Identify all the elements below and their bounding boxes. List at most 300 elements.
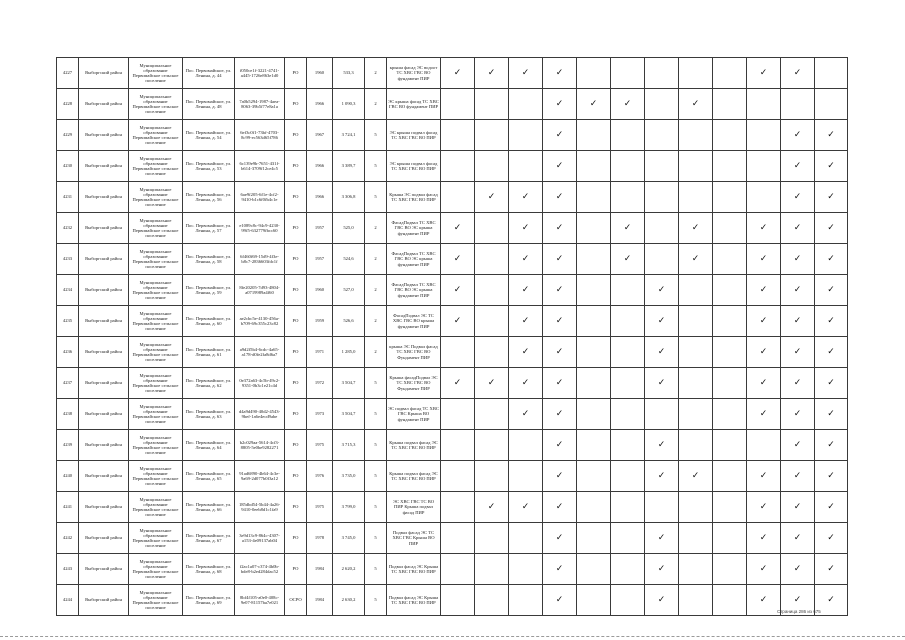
checkmark-icon: ✓ bbox=[759, 222, 768, 233]
checkmark-icon: ✓ bbox=[827, 594, 835, 605]
cell-house-guid: a9d2f5b4-6cdc-4a65-a178-d0fe2fa8d6a7 bbox=[235, 337, 285, 368]
table-row bbox=[57, 213, 848, 244]
cell-house-guid: 6c139e9b-7651-431f-b614-3709f12ce4c5 bbox=[235, 151, 285, 182]
cell-work-flag-7 bbox=[645, 492, 679, 523]
checkmark-icon: ✓ bbox=[555, 470, 564, 481]
checkmark-icon: ✓ bbox=[521, 501, 530, 512]
cell-work-flag-12 bbox=[815, 337, 848, 368]
cell-floors: 2 bbox=[365, 337, 387, 368]
cell-build-year: 1975 bbox=[307, 492, 333, 523]
cell-district: Выборгский район bbox=[79, 151, 129, 182]
checkmark-icon: ✓ bbox=[521, 67, 530, 78]
cell-works-list: Крыша фасадПодвал ЭС ТС ХВС ГВС ВО Фундамент ПИР bbox=[387, 368, 441, 399]
cell-house-guid: 8bf4f105-a0e0-408c-9e07-81157ba7e021 bbox=[235, 585, 285, 616]
checkmark-icon: ✓ bbox=[759, 470, 768, 481]
cell-work-flag-10 bbox=[747, 554, 781, 585]
checkmark-icon: ✓ bbox=[555, 408, 564, 419]
checkmark-icon: ✓ bbox=[691, 470, 700, 481]
table-row bbox=[57, 89, 848, 120]
cell-area-value: 3 504,7 bbox=[333, 399, 365, 430]
cell-record-type: РО bbox=[285, 399, 307, 430]
cell-work-flag-6 bbox=[611, 523, 645, 554]
cell-work-flag-10 bbox=[747, 368, 781, 399]
cell-record-type: РО bbox=[285, 151, 307, 182]
cell-owner: Муниципальное образование Первомайское сельское поселение bbox=[129, 492, 183, 523]
checkmark-icon: ✓ bbox=[827, 501, 835, 512]
cell-work-flag-9 bbox=[713, 275, 747, 306]
checkmark-icon: ✓ bbox=[521, 284, 530, 295]
cell-work-flag-9 bbox=[713, 151, 747, 182]
cell-work-flag-8 bbox=[679, 554, 713, 585]
cell-works-list: Подвал фасад ЭС Крыша ТС ХВС ГВС ВО ПИР bbox=[387, 554, 441, 585]
cell-work-flag-9 bbox=[713, 430, 747, 461]
cell-work-flag-1 bbox=[441, 585, 475, 616]
cell-work-flag-8 bbox=[679, 337, 713, 368]
checkmark-icon: ✓ bbox=[759, 346, 768, 357]
cell-address: Пос. Первомайское, ул. Ленина, д. 69 bbox=[183, 585, 235, 616]
checkmark-icon: ✓ bbox=[759, 501, 768, 512]
cell-record-type: РО bbox=[285, 523, 307, 554]
cell-work-flag-3 bbox=[509, 368, 543, 399]
cell-work-flag-11 bbox=[781, 430, 815, 461]
cell-work-flag-3 bbox=[509, 306, 543, 337]
cell-work-flag-11 bbox=[781, 244, 815, 275]
cell-work-flag-5 bbox=[577, 492, 611, 523]
checkmark-icon: ✓ bbox=[827, 160, 835, 171]
cell-area-value: 1 285,0 bbox=[333, 337, 365, 368]
cell-row-id: 4239 bbox=[57, 430, 79, 461]
cell-record-type: РО bbox=[285, 58, 307, 89]
cell-work-flag-2 bbox=[475, 585, 509, 616]
cell-house-guid: 6ae9f205-6f1e-4cf2-9410-b1c6f0fb4c1e bbox=[235, 182, 285, 213]
cell-address: Пос. Первомайское, ул. Ленина, д. 62 bbox=[183, 368, 235, 399]
cell-work-flag-2 bbox=[475, 337, 509, 368]
cell-area-value: 3 504,7 bbox=[333, 368, 365, 399]
cell-works-list: Крыша ЭС подвал фасад ТС ХВС ГВС ВО ПИР bbox=[387, 182, 441, 213]
cell-area-value: 3 306,8 bbox=[333, 182, 365, 213]
cell-work-flag-3 bbox=[509, 151, 543, 182]
cell-work-flag-1 bbox=[441, 461, 475, 492]
cell-row-id: 4231 bbox=[57, 182, 79, 213]
checkmark-icon: ✓ bbox=[555, 67, 564, 78]
cell-work-flag-8 bbox=[679, 306, 713, 337]
checkmark-icon: ✓ bbox=[521, 408, 530, 419]
cell-build-year: 1957 bbox=[307, 244, 333, 275]
cell-row-id: 4233 bbox=[57, 244, 79, 275]
cell-work-flag-5 bbox=[577, 244, 611, 275]
cell-build-year: 1984 bbox=[307, 585, 333, 616]
checkmark-icon: ✓ bbox=[555, 346, 564, 357]
checkmark-icon: ✓ bbox=[793, 222, 802, 233]
checkmark-icon: ✓ bbox=[555, 532, 564, 543]
cell-work-flag-1 bbox=[441, 492, 475, 523]
cell-district: Выборгский район bbox=[79, 368, 129, 399]
cell-work-flag-12 bbox=[815, 461, 848, 492]
cell-works-list: ФасадПодвал ЭС ТС ХВС ГВС ВО крыша фундамент ПИР bbox=[387, 306, 441, 337]
cell-house-guid: d4a9d490-40d2-4543-9bef-1a6e4ecd9abe bbox=[235, 399, 285, 430]
table-row bbox=[57, 430, 848, 461]
cell-work-flag-11 bbox=[781, 523, 815, 554]
checkmark-icon: ✓ bbox=[827, 315, 835, 326]
table-row bbox=[57, 58, 848, 89]
housing-register-table bbox=[56, 57, 848, 616]
cell-area-value: 2 630,2 bbox=[333, 585, 365, 616]
cell-work-flag-6 bbox=[611, 461, 645, 492]
cell-work-flag-12 bbox=[815, 151, 848, 182]
cell-work-flag-7 bbox=[645, 368, 679, 399]
cell-work-flag-4 bbox=[543, 120, 577, 151]
cell-work-flag-9 bbox=[713, 89, 747, 120]
checkmark-icon: ✓ bbox=[691, 253, 700, 264]
cell-work-flag-10 bbox=[747, 275, 781, 306]
cell-district: Выборгский район bbox=[79, 244, 129, 275]
cell-row-id: 4229 bbox=[57, 120, 79, 151]
cell-work-flag-3 bbox=[509, 554, 543, 585]
checkmark-icon: ✓ bbox=[827, 439, 835, 450]
cell-work-flag-3 bbox=[509, 430, 543, 461]
cell-record-type: РО bbox=[285, 306, 307, 337]
table-row bbox=[57, 368, 848, 399]
cell-owner: Муниципальное образование Первомайское сельское поселение bbox=[129, 275, 183, 306]
checkmark-icon: ✓ bbox=[555, 315, 564, 326]
cell-work-flag-7 bbox=[645, 120, 679, 151]
cell-address: Пос. Первомайское, ул. Ленина, д. 57 bbox=[183, 213, 235, 244]
cell-work-flag-6 bbox=[611, 275, 645, 306]
checkmark-icon: ✓ bbox=[827, 253, 835, 264]
cell-work-flag-11 bbox=[781, 306, 815, 337]
cell-house-guid: 7a0b5294-1987-4aea-8063-39b5f77e8a1a bbox=[235, 89, 285, 120]
cell-work-flag-8 bbox=[679, 368, 713, 399]
cell-area-value: 2 620,2 bbox=[333, 554, 365, 585]
table-row bbox=[57, 275, 848, 306]
cell-work-flag-5 bbox=[577, 213, 611, 244]
bottom-divider bbox=[0, 636, 905, 637]
checkmark-icon: ✓ bbox=[691, 98, 700, 109]
cell-district: Выборгский район bbox=[79, 275, 129, 306]
cell-work-flag-10 bbox=[747, 585, 781, 616]
cell-work-flag-2 bbox=[475, 89, 509, 120]
cell-build-year: 1971 bbox=[307, 337, 333, 368]
cell-row-id: 4241 bbox=[57, 492, 79, 523]
cell-work-flag-1 bbox=[441, 182, 475, 213]
cell-work-flag-5 bbox=[577, 120, 611, 151]
cell-work-flag-3 bbox=[509, 461, 543, 492]
cell-work-flag-9 bbox=[713, 585, 747, 616]
checkmark-icon: ✓ bbox=[555, 191, 564, 202]
cell-district: Выборгский район bbox=[79, 430, 129, 461]
checkmark-icon: ✓ bbox=[657, 563, 666, 574]
checkmark-icon: ✓ bbox=[487, 67, 496, 78]
cell-work-flag-8 bbox=[679, 58, 713, 89]
checkmark-icon: ✓ bbox=[657, 532, 666, 543]
checkmark-icon: ✓ bbox=[453, 377, 462, 388]
checkmark-icon: ✓ bbox=[521, 315, 530, 326]
cell-row-id: 4243 bbox=[57, 554, 79, 585]
cell-district: Выборгский район bbox=[79, 399, 129, 430]
checkmark-icon: ✓ bbox=[793, 470, 802, 481]
cell-work-flag-4 bbox=[543, 399, 577, 430]
checkmark-icon: ✓ bbox=[827, 470, 835, 481]
cell-work-flag-1 bbox=[441, 120, 475, 151]
cell-work-flag-11 bbox=[781, 399, 815, 430]
cell-work-flag-6 bbox=[611, 430, 645, 461]
cell-district: Выборгский район bbox=[79, 182, 129, 213]
cell-work-flag-6 bbox=[611, 554, 645, 585]
checkmark-icon: ✓ bbox=[555, 439, 564, 450]
cell-work-flag-5 bbox=[577, 554, 611, 585]
cell-work-flag-10 bbox=[747, 492, 781, 523]
checkmark-icon: ✓ bbox=[453, 222, 462, 233]
cell-work-flag-9 bbox=[713, 368, 747, 399]
cell-work-flag-3 bbox=[509, 213, 543, 244]
cell-work-flag-7 bbox=[645, 523, 679, 554]
cell-district: Выборгский район bbox=[79, 213, 129, 244]
cell-district: Выборгский район bbox=[79, 89, 129, 120]
cell-work-flag-11 bbox=[781, 182, 815, 213]
cell-work-flag-1 bbox=[441, 58, 475, 89]
cell-work-flag-12 bbox=[815, 182, 848, 213]
cell-work-flag-7 bbox=[645, 58, 679, 89]
cell-work-flag-12 bbox=[815, 120, 848, 151]
cell-work-flag-11 bbox=[781, 461, 815, 492]
cell-area-value: 3 389,7 bbox=[333, 151, 365, 182]
cell-floors: 5 bbox=[365, 461, 387, 492]
cell-work-flag-9 bbox=[713, 554, 747, 585]
checkmark-icon: ✓ bbox=[555, 253, 564, 264]
cell-work-flag-5 bbox=[577, 306, 611, 337]
checkmark-icon: ✓ bbox=[827, 563, 835, 574]
cell-row-id: 4242 bbox=[57, 523, 79, 554]
cell-floors: 2 bbox=[365, 213, 387, 244]
checkmark-icon: ✓ bbox=[589, 98, 598, 109]
cell-work-flag-6 bbox=[611, 182, 645, 213]
cell-work-flag-7 bbox=[645, 461, 679, 492]
table-row bbox=[57, 120, 848, 151]
cell-house-guid: ae2cbc5e-4130-456a-b709-69c355c23c82 bbox=[235, 306, 285, 337]
cell-floors: 5 bbox=[365, 554, 387, 585]
cell-floors: 5 bbox=[365, 399, 387, 430]
checkmark-icon: ✓ bbox=[793, 129, 802, 140]
checkmark-icon: ✓ bbox=[521, 253, 530, 264]
cell-address: Пос. Первомайское, ул. Ленина, д. 48 bbox=[183, 89, 235, 120]
cell-work-flag-4 bbox=[543, 337, 577, 368]
checkmark-icon: ✓ bbox=[759, 253, 768, 264]
cell-district: Выборгский район bbox=[79, 337, 129, 368]
cell-works-list: крыша ЭС Подвал фасад ТС ХВС ГВС ВО Фундамент ПИР bbox=[387, 337, 441, 368]
cell-work-flag-10 bbox=[747, 523, 781, 554]
cell-work-flag-12 bbox=[815, 89, 848, 120]
cell-work-flag-2 bbox=[475, 399, 509, 430]
cell-work-flag-8 bbox=[679, 275, 713, 306]
cell-work-flag-3 bbox=[509, 399, 543, 430]
cell-build-year: 1966 bbox=[307, 89, 333, 120]
cell-work-flag-1 bbox=[441, 213, 475, 244]
cell-work-flag-4 bbox=[543, 89, 577, 120]
cell-owner: Муниципальное образование Первомайское сельское поселение bbox=[129, 585, 183, 616]
cell-row-id: 4235 bbox=[57, 306, 79, 337]
checkmark-icon: ✓ bbox=[759, 594, 768, 605]
cell-work-flag-7 bbox=[645, 554, 679, 585]
checkmark-icon: ✓ bbox=[657, 284, 666, 295]
table-row bbox=[57, 337, 848, 368]
checkmark-icon: ✓ bbox=[827, 377, 835, 388]
cell-record-type: РО bbox=[285, 89, 307, 120]
cell-build-year: 1973 bbox=[307, 399, 333, 430]
cell-record-type: РО bbox=[285, 182, 307, 213]
checkmark-icon: ✓ bbox=[453, 284, 462, 295]
checkmark-icon: ✓ bbox=[793, 346, 802, 357]
cell-work-flag-4 bbox=[543, 585, 577, 616]
table-row bbox=[57, 182, 848, 213]
table-body bbox=[57, 58, 848, 616]
checkmark-icon: ✓ bbox=[691, 222, 700, 233]
cell-work-flag-8 bbox=[679, 244, 713, 275]
cell-work-flag-2 bbox=[475, 182, 509, 213]
cell-work-flag-9 bbox=[713, 182, 747, 213]
cell-work-flag-8 bbox=[679, 430, 713, 461]
cell-build-year: 1976 bbox=[307, 461, 333, 492]
cell-area-value: 525,0 bbox=[333, 213, 365, 244]
cell-row-id: 4228 bbox=[57, 89, 79, 120]
cell-work-flag-2 bbox=[475, 554, 509, 585]
cell-house-guid: e1089c8c-94c9-4230-99f5-632779fbcc60 bbox=[235, 213, 285, 244]
cell-work-flag-12 bbox=[815, 523, 848, 554]
cell-work-flag-9 bbox=[713, 492, 747, 523]
cell-work-flag-12 bbox=[815, 306, 848, 337]
checkmark-icon: ✓ bbox=[555, 129, 564, 140]
cell-owner: Муниципальное образование Первомайское сельское поселение bbox=[129, 554, 183, 585]
cell-owner: Муниципальное образование Первомайское сельское поселение bbox=[129, 244, 183, 275]
cell-work-flag-1 bbox=[441, 523, 475, 554]
cell-row-id: 4236 bbox=[57, 337, 79, 368]
cell-works-list: ЭС крыша подвал фасад ТС ХВС ГВС ВО ПИР bbox=[387, 120, 441, 151]
cell-work-flag-12 bbox=[815, 58, 848, 89]
cell-work-flag-3 bbox=[509, 244, 543, 275]
cell-owner: Муниципальное образование Первомайское сельское поселение bbox=[129, 151, 183, 182]
checkmark-icon: ✓ bbox=[487, 501, 496, 512]
checkmark-icon: ✓ bbox=[555, 284, 564, 295]
checkmark-icon: ✓ bbox=[827, 222, 835, 233]
checkmark-icon: ✓ bbox=[827, 532, 835, 543]
cell-work-flag-7 bbox=[645, 89, 679, 120]
cell-work-flag-5 bbox=[577, 399, 611, 430]
cell-works-list: Подвал фасад ЭС ТС ХВС ГВС Крыша ВО ПИР bbox=[387, 523, 441, 554]
cell-work-flag-1 bbox=[441, 337, 475, 368]
checkmark-icon: ✓ bbox=[555, 222, 564, 233]
checkmark-icon: ✓ bbox=[759, 377, 768, 388]
cell-work-flag-10 bbox=[747, 182, 781, 213]
cell-area-value: 1 090,3 bbox=[333, 89, 365, 120]
cell-address: Пос. Первомайское, ул. Ленина, д. 56 bbox=[183, 182, 235, 213]
cell-work-flag-9 bbox=[713, 306, 747, 337]
cell-work-flag-12 bbox=[815, 492, 848, 523]
cell-owner: Муниципальное образование Первомайское сельское поселение bbox=[129, 89, 183, 120]
cell-work-flag-12 bbox=[815, 430, 848, 461]
cell-works-list: ЭС ХВС ГВС ТС ВО ПИР Крыша подвал фасад ПИР bbox=[387, 492, 441, 523]
cell-house-guid: 0e372a63-4c5b-49c2-9351-0b3c1e21c4d bbox=[235, 368, 285, 399]
cell-work-flag-4 bbox=[543, 275, 577, 306]
cell-build-year: 1960 bbox=[307, 275, 333, 306]
cell-house-guid: b2c029aa-5614-4cf3-8805-5e0be9282271 bbox=[235, 430, 285, 461]
cell-work-flag-2 bbox=[475, 461, 509, 492]
cell-floors: 2 bbox=[365, 275, 387, 306]
cell-work-flag-8 bbox=[679, 523, 713, 554]
cell-district: Выборгский район bbox=[79, 523, 129, 554]
checkmark-icon: ✓ bbox=[759, 315, 768, 326]
cell-row-id: 4237 bbox=[57, 368, 79, 399]
checkmark-icon: ✓ bbox=[793, 315, 802, 326]
cell-floors: 2 bbox=[365, 89, 387, 120]
cell-work-flag-10 bbox=[747, 58, 781, 89]
cell-work-flag-8 bbox=[679, 461, 713, 492]
checkmark-icon: ✓ bbox=[555, 98, 564, 109]
cell-work-flag-2 bbox=[475, 275, 509, 306]
cell-address: Пос. Первомайское, ул. Ленина, д. 65 bbox=[183, 461, 235, 492]
cell-work-flag-1 bbox=[441, 275, 475, 306]
cell-work-flag-8 bbox=[679, 585, 713, 616]
cell-work-flag-5 bbox=[577, 89, 611, 120]
checkmark-icon: ✓ bbox=[521, 377, 530, 388]
cell-works-list: ЭС крыша фасад ТС ХВС ГВС ВО фундамент ПИР bbox=[387, 89, 441, 120]
cell-work-flag-4 bbox=[543, 306, 577, 337]
cell-work-flag-5 bbox=[577, 430, 611, 461]
checkmark-icon: ✓ bbox=[793, 253, 802, 264]
cell-record-type: РО bbox=[285, 368, 307, 399]
cell-row-id: 4234 bbox=[57, 275, 79, 306]
cell-work-flag-6 bbox=[611, 151, 645, 182]
cell-work-flag-10 bbox=[747, 151, 781, 182]
cell-work-flag-7 bbox=[645, 213, 679, 244]
cell-work-flag-5 bbox=[577, 461, 611, 492]
cell-area-value: 533,3 bbox=[333, 58, 365, 89]
cell-work-flag-11 bbox=[781, 151, 815, 182]
cell-row-id: 4227 bbox=[57, 58, 79, 89]
cell-work-flag-8 bbox=[679, 151, 713, 182]
checkmark-icon: ✓ bbox=[793, 408, 802, 419]
cell-work-flag-12 bbox=[815, 399, 848, 430]
cell-work-flag-6 bbox=[611, 399, 645, 430]
cell-house-guid: 8fe20205-7d93-4804-a0719989a4f60 bbox=[235, 275, 285, 306]
checkmark-icon: ✓ bbox=[827, 408, 835, 419]
cell-works-list: Крыша подвал фасад ЭС ТС ХВС ГВС ВО ПИР bbox=[387, 430, 441, 461]
checkmark-icon: ✓ bbox=[453, 67, 462, 78]
cell-work-flag-8 bbox=[679, 120, 713, 151]
cell-record-type: РО bbox=[285, 275, 307, 306]
cell-work-flag-2 bbox=[475, 368, 509, 399]
cell-work-flag-9 bbox=[713, 461, 747, 492]
cell-address: Пос. Первомайское, ул. Ленина, д. 53 bbox=[183, 151, 235, 182]
cell-work-flag-2 bbox=[475, 213, 509, 244]
checkmark-icon: ✓ bbox=[793, 594, 802, 605]
cell-work-flag-9 bbox=[713, 213, 747, 244]
cell-work-flag-3 bbox=[509, 585, 543, 616]
checkmark-icon: ✓ bbox=[759, 408, 768, 419]
cell-work-flag-11 bbox=[781, 120, 815, 151]
checkmark-icon: ✓ bbox=[555, 501, 564, 512]
cell-work-flag-9 bbox=[713, 399, 747, 430]
cell-work-flag-8 bbox=[679, 399, 713, 430]
checkmark-icon: ✓ bbox=[487, 377, 496, 388]
cell-work-flag-11 bbox=[781, 554, 815, 585]
cell-floors: 5 bbox=[365, 182, 387, 213]
cell-work-flag-6 bbox=[611, 58, 645, 89]
cell-works-list: ФасадПодвал ТС ХВС ГВС ВО ЭС крыша фундамент ПИР bbox=[387, 275, 441, 306]
cell-work-flag-7 bbox=[645, 275, 679, 306]
cell-floors: 2 bbox=[365, 58, 387, 89]
cell-work-flag-6 bbox=[611, 306, 645, 337]
cell-work-flag-3 bbox=[509, 120, 543, 151]
cell-works-list: ФасадПодвал ТС ХВС ГВС ВО ЭС крыша фундамент ПИР bbox=[387, 213, 441, 244]
